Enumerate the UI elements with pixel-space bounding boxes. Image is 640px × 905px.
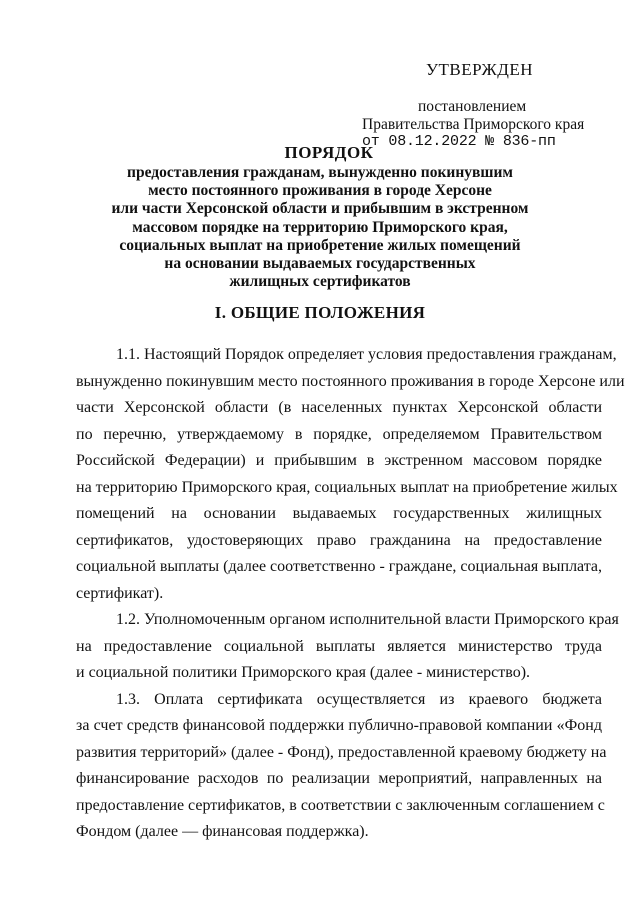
subtitle-line: жилищных сертификатов <box>229 273 411 291</box>
subtitle-line: социальных выплат на приобретение жилых помещений <box>119 236 521 254</box>
subtitle-line: или части Херсонской области и прибывшим в экстренном <box>111 200 529 218</box>
paragraph-line: предоставление сертификатов, в соответствии с заключенным соглашением с <box>76 796 605 814</box>
document-subtitle <box>0 164 640 291</box>
paragraph-line: сертификат). <box>76 584 164 602</box>
title-block <box>0 143 640 291</box>
government-label: Правительства Приморского края <box>362 116 585 133</box>
paragraph-line: на предоставление социальной выплаты является министерство труда <box>76 637 602 655</box>
paragraph-line: Фондом (далее — финансовая поддержка). <box>76 823 369 840</box>
paragraph-line: по перечню, утверждаемому в порядке, определяемом Правительством <box>76 425 602 443</box>
paragraph-1-1 <box>76 342 625 607</box>
subtitle-line: на основании выдаваемых государственных <box>164 255 476 273</box>
paragraph-line: за счет средств финансовой поддержки публично-правовой компании «Фонд <box>76 717 602 734</box>
subtitle-line: предоставления гражданам, вынужденно покинувшим <box>127 164 513 181</box>
paragraph-line: 1.2. Уполномоченным органом исполнительной власти Приморского края <box>116 611 619 628</box>
paragraph-line: 1.3. Оплата сертификата осуществляется из краевого бюджета <box>116 690 602 708</box>
paragraph-line: помещений на основании выдаваемых государственных жилищных <box>76 505 602 522</box>
subtitle-line: массовом порядке на территорию Приморского края, <box>132 218 508 236</box>
approved-label: УТВЕРЖДЕН <box>426 60 533 79</box>
paragraph-line: развития территорий» (далее - Фонд), предоставленной краевому бюджету на <box>76 743 607 761</box>
paragraph-line: финансирование расходов по реализации мероприятий, направленных на <box>76 770 602 787</box>
paragraph-line: Российской Федерации) и прибывшим в экстренном массовом порядке <box>76 452 602 469</box>
paragraph-1-3 <box>76 687 607 846</box>
paragraph-line: на территорию Приморского края, социальных выплат на приобретение жилых <box>76 478 618 496</box>
paragraph-line: 1.1. Настоящий Порядок определяет условия предоставления гражданам, <box>116 346 617 363</box>
resolution-label: постановлением <box>418 98 527 115</box>
section-heading: I. ОБЩИЕ ПОЛОЖЕНИЯ <box>214 303 426 322</box>
paragraph-line: вынужденно покинувшим место постоянного проживания в городе Херсоне или <box>76 372 625 390</box>
document-body <box>76 342 625 846</box>
paragraph-line: и социальной политики Приморского края (далее - министерство). <box>76 664 531 681</box>
paragraph-1-2 <box>76 607 619 687</box>
document-title: ПОРЯДОК <box>284 143 374 162</box>
subtitle-line: место постоянного проживания в городе Херсоне <box>148 182 492 200</box>
paragraph-line: социальной выплаты (далее соответственно - граждане, социальная выплата, <box>76 558 603 575</box>
paragraph-line: части Херсонской области (в населенных пунктах Херсонской области <box>76 399 602 416</box>
date-number-stamp: от 08.12.2022 № 836-пп <box>362 133 556 150</box>
paragraph-line: сертификатов, удостоверяющих право гражданина на предоставление <box>76 531 602 549</box>
